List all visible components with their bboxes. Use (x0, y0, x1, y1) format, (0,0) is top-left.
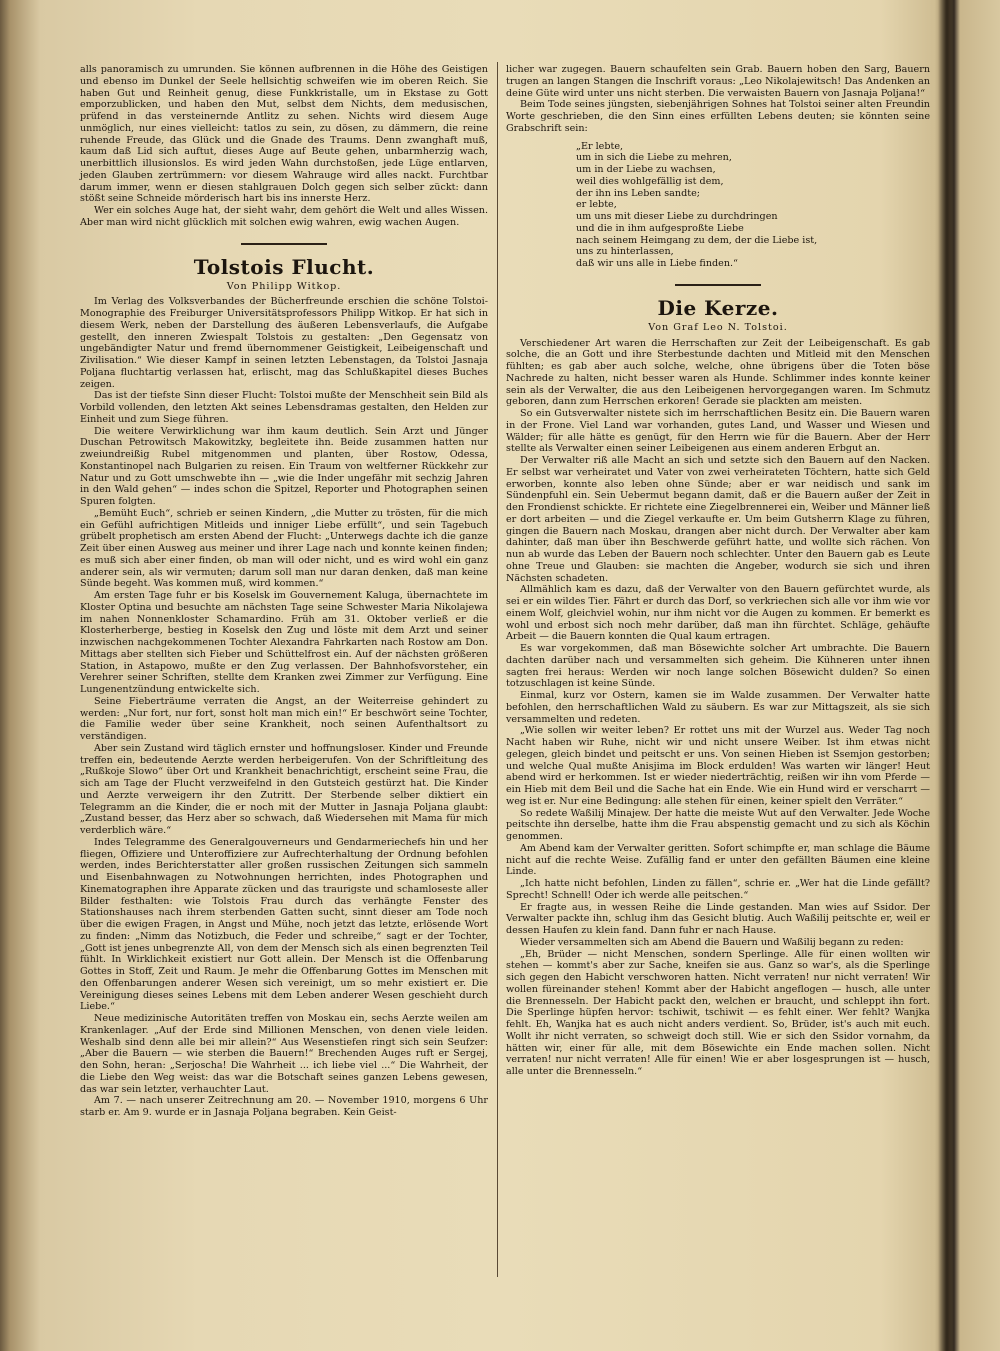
article-byline: Von Philipp Witkop. (226, 280, 342, 292)
article-byline: Von Graf Leo N. Tolstoi. (648, 321, 788, 333)
poem-line: „Er lebte, (576, 140, 624, 152)
facing-page-fragment (958, 64, 1000, 1294)
poem-line: weil dies wohlgefällig ist dem, (576, 175, 724, 187)
poem-line: und die in ihm aufgesproßte Liebe (576, 222, 744, 234)
poem-line: er lebte, (576, 199, 617, 211)
article-paragraph: „Ich hatte nicht befohlen, Linden zu fällen“, schrie er. „Wer hat die Linde gefällt? Sprecht! Schnell! Oder ich werde alle peitschen.“ (506, 878, 930, 901)
article-paragraph: So ein Gutsverwalter nistete sich im herrschaftlichen Besitz ein. Die Bauern waren in der Frone. Viel Land war vorhanden, gutes Land, und Wasser und Wiesen und Wälder; für alle hätte es genügt, für den Herrn wie für die Bauern. Aber der Herr stellte als Verwalter einen seiner Leibeigenen aus einem anderen Erbgut an. (506, 408, 930, 455)
section-separator (675, 284, 761, 286)
article-paragraph: „Eh, Brüder — nicht Menschen, sondern Sperlinge. Alle für einen wollten wir stehen — kommt's aber zur Sache, kneifen sie aus. Ganz so war's, als die Sperlinge sich gegen den Habicht verschworen hatten. Nicht verraten! nur nicht verraten! Wir wollen füreinander stehen! Kommt aber der Habicht angeflogen — husch, alle unter die Brennesseln. Der Habicht packt den, welchen er braucht, und schleppt ihn fort. Die Sperlinge hüpfen hervor: tschiwit, tschiwit — es fehlt einer. Wer fehlt? Wanjka fehlt. Eh, Wanjka hat es auch nicht anders verdient. So, Brüder, ist's auch mit euch. Wollt ihr nicht verraten, so schweigt doch still. Wie er sich den Ssidor vornahm, da hätten wir, einer für alle, mit dem Bösewichte ein Ende machen sollen. Nicht verraten! nur nicht verraten! Alle für einen! Wie er aber losgesprungen ist — husch, alle unter die Brennesseln.“ (506, 948, 930, 1077)
poem-line: um in sich die Liebe zu mehren, (576, 152, 732, 164)
article-paragraph: Indes Telegramme des Generalgouverneurs und Gendarmeriechefs hin und her fliegen, Offiziere und Unteroffiziere zur Aufrechterhaltung der Ordnung befohlen werden, indes Berichterstatter aller großen russischen Zeitungen sich sammeln und Eisenbahnwagen zu Notwohnungen herrichten, indes Photographen und Kinematographen ihre Apparate zücken und das traurigste und schamloseste aller Bilder festhalten: wie Tolstois Frau durch das verhängte Fenster des Stationshauses nach ihrem sterbenden Gatten sucht, sinnt dieser am Tode noch über die ewigen Fragen, in Angst und Mühe, noch jetzt das letzte, erlösende Wort zu finden: „Nimm das Notizbuch, die Feder und schreibe,“ sagt er der Tochter, „Gott ist jenes unbegrenzte All, von dem der Mensch sich als einen begrenzten Teil fühlt. In Wirklichkeit existiert nur Gott allein. Der Mensch ist die Offenbarung Gottes in Stoff, Zeit und Raum. Je mehr die Offenbarung Gottes im Menschen mit den Offenbarungen anderer Wesen sich vereinigt, um so mehr existiert er. Die Vereinigung dieses seines Lebens mit dem Leben anderer Wesen geschieht durch Liebe.“ (80, 836, 488, 1013)
article-continuation-paragraph: Wer ein solches Auge hat, der sieht wahr, dem gehört die Welt und alles Wissen. Aber man wird nicht glücklich mit solchen ewig wahren, ewig wachen Augen. (80, 205, 488, 228)
article-paragraph: Am ersten Tage fuhr er bis Koselsk im Gouvernement Kaluga, übernachtete im Kloster Optina und besuchte am nächsten Tage seine Schwester Maria Nikolajewa im nahen Nonnenkloster Schamardino. Früh am 31. Oktober verließ er die Klosterherberge, bestieg in Koselsk den Zug und löste mit dem Arzt und seiner inzwischen nachgekommenen Tochter Alexandra Fahrkarten nach Rostow am Don. Mittags aber stellten sich Fieber und Schüttelfrost ein. Auf der nächsten größeren Station, in Astapowo, mußte er den Zug verlassen. Der Bahnhofsvorsteher, ein Verehrer seiner Schriften, stellte dem Kranken zwei Zimmer zur Verfügung. Eine Lungenentzündung entwickelte sich. (80, 590, 488, 695)
article-paragraph: Wieder versammelten sich am Abend die Bauern und Waßilij begann zu reden: (520, 936, 904, 948)
article-paragraph: „Wie sollen wir weiter leben? Er rottet uns mit der Wurzel aus. Weder Tag noch Nacht haben wir Ruhe, nicht wir und nicht unsere Weiber. Ist ihm etwas nicht gelegen, gleich bindet und peitscht er uns. Von seinen Hieben ist Ssemjon gestorben; und welche Qual mußte Anisjima im Block erdulden! Was warten wir länger! Heut abend wird er herkommen. Ist er wieder niederträchtig, reißen wir ihn vom Pferde — ein Hieb mit dem Beil und die Sache hat ein Ende. Wie ein Hund wird er verscharrt — weg ist er. Nur eine Bedingung: alle stehen für einen, keiner spielt den Verräter.“ (506, 725, 930, 807)
article-paragraph: Verschiedener Art waren die Herrschaften zur Zeit der Leibeigenschaft. Es gab solche, die an Gott und ihre Sterbestunde dachten und Mitleid mit den Menschen fühlten; es gab aber auch solche, welche, ohne übrigens über die Toten böse Nachrede zu halten, nicht besser waren als Hunde. Schlimmer indes konnte keiner sein als der Verwalter, die aus den Leibeigenen hervorgegangen waren. Im Schmutz geboren, dann zum Herrschen erkoren! Gerade sie plackten am meisten. (506, 337, 930, 408)
article-continuation-paragraph: alls panoramisch zu umrunden. Sie können aufbrennen in die Höhe des Geistigen und ebenso im Dunkel der Seele hellsichtig schweifen wie im oberen Reich. Sie haben Gut und Reinheit genug, diese Funkkristalle, um in Ekstase zu Gott emporzublicken, und haben den Mut, selbst dem Nichts, dem medusischen, prüfend in das versteinernde Antlitz zu sehen. Nichts wird diesem Auge unmöglich, nur eines vielleicht: tatlos zu sein, zu dösen, zu dämmern, die reine ruhende Freude, das Glück und die Gnade des Traums. Denn zwanghaft muß, kaum daß Lid sich auftut, dieses Auge auf Beute gehen, unbarmherzig wach, unerbittlich illusionslos. Es wird jeden Wahn durchstoßen, jede Lüge entlarven, jeden Glauben zertrümmern: vor diesem Wahrauge wird alles nackt. Furchtbar darum immer, wenn er diesen stahlgrauen Dolch gegen sich selber zückt: dann stößt seine Schneide mörderisch hart bis ins innerste Herz. (80, 64, 488, 205)
poem-line: der ihn ins Leben sandte; (576, 187, 700, 199)
article-paragraph: So redete Waßilij Minajew. Der hatte die meiste Wut auf den Verwalter. Jede Woche peitschte ihn derselbe, hatte ihm die Frau abspenstig gemacht und zu sich als Köchin genommen. (506, 807, 930, 842)
article-title-tolstois-flucht: Tolstois Flucht. (193, 254, 375, 279)
article-paragraph: Das ist der tiefste Sinn dieser Flucht: Tolstoi mußte der Menschheit sein Bild als Vorbild vollenden, den letzten Akt seines Lebensdramas gestalten, den Helden zur Einheit und zum Siege führen. (80, 390, 488, 425)
article-continuation-paragraph: licher war zugegen. Bauern schaufelten sein Grab. Bauern hoben den Sarg, Bauern trugen an langen Stangen die Inschrift voraus: „Leo Nikolajewitsch! Das Andenken an deine Güte wird unter uns nicht sterben. Die verwaisten Bauern von Jasnaja Poljana!“ (506, 64, 930, 99)
article-paragraph: Die weitere Verwirklichung war ihm kaum deutlich. Sein Arzt und Jünger Duschan Petrowitsch Makowitzky, begleitete ihn. Beide zusammen hatten nur zweiundreißig Rubel mitgenommen und planten, über Rostow, Odessa, Konstantinopel nach Bulgarien zu reisen. Ein Traum von weltferner Rückkehr zur Natur und zu Gott umschwebte ihn — „wie die Inder ungefähr mit sechzig Jahren in den Wald gehen“ — indes schon die Spitzel, Reporter und Photographen seinen Spuren folgten. (80, 425, 488, 507)
section-separator (241, 243, 327, 245)
article-paragraph: Er fragte aus, in wessen Reihe die Linde gestanden. Man wies auf Ssidor. Der Verwalter packte ihn, schlug ihm das Gesicht blutig. Auch Waßilij peitschte er, weil er dessen Haufen zu klein fand. Dann fuhr er nach Hause. (506, 901, 930, 936)
article-title-die-kerze: Die Kerze. (657, 295, 779, 320)
middle-column (506, 64, 930, 1078)
epitaph-poem (576, 141, 930, 270)
article-paragraph: Allmählich kam es dazu, daß der Verwalter von den Bauern gefürchtet wurde, als sei er ein wildes Tier. Fährt er durch das Dorf, so verkriechen sich alle vor ihm wie vor einem Wolf, gleichviel wohin, nur ihm nicht vor die Augen zu kommen. Er bemerkt es wohl und erbost sich noch mehr darüber, daß man ihn fürchtet. Schläge, gehäufte Arbeit — die Bauern konnten die Qual kaum ertragen. (506, 584, 930, 643)
article-paragraph: Beim Tode seines jüngsten, siebenjährigen Sohnes hat Tolstoi seiner alten Freundin Worte geschrieben, die den Sinn eines erfüllten Lebens deuten; sie könnten seine Grabschrift sein: (506, 99, 930, 134)
left-column (80, 64, 488, 1119)
article-paragraph: Einmal, kurz vor Ostern, kamen sie im Walde zusammen. Der Verwalter hatte befohlen, den herrschaftlichen Wald zu säubern. Es war zur Mittagszeit, als sie sich versammelten und redeten. (506, 690, 930, 725)
article-paragraph: Aber sein Zustand wird täglich ernster und hoffnungsloser. Kinder und Freunde treffen ein, bedeutende Aerzte werden herbeigerufen. Von der Schriftleitung des „Rußkoje Slowo“ über Ort und Krankheit benachrichtigt, erscheint seine Frau, die sich am Tage der Flucht verzweifelnd in den Gutsteich gestürzt hat. Die Kinder und Aerzte verweigern ihr den Zutritt. Der Sterbende selber diktiert ein Telegramm an die Kinder, die er noch mit der Mutter in Jasnaja Poljana glaubt: „Zustand besser, das Herz aber so schwach, daß Wiedersehen mit Mama für mich verderblich wäre.“ (80, 742, 488, 836)
article-paragraph: Am Abend kam der Verwalter geritten. Sofort schimpfte er, man schlage die Bäume nicht auf die rechte Weise. Zufällig fand er unter den gefällten Bäumen eine kleine Linde. (506, 842, 930, 878)
poem-line: daß wir uns alle in Liebe finden.“ (576, 258, 738, 269)
poem-line: um uns mit dieser Liebe zu durchdringen (576, 211, 778, 222)
article-paragraph: Am 7. — nach unserer Zeitrechnung am 20. — November 1910, morgens 6 Uhr starb er. Am 9. wurde er in Jasnaja Poljana begraben. Kein Geist- (80, 1095, 488, 1118)
book-spine-gutter (938, 0, 956, 1351)
poem-line: nach seinem Heimgang zu dem, der die Liebe ist, (576, 234, 818, 246)
article-paragraph: Seine Fieberträume verraten die Angst, an der Weiterreise gehindert zu werden: „Nur fort, nur fort, sonst holt man mich ein!“ Er beschwört seine Tochter, die Familie weder über seine Krankheit, noch seinen Aufenthaltsort zu verständigen. (80, 695, 488, 742)
article-paragraph: „Bemüht Euch“, schrieb er seinen Kindern, „die Mutter zu trösten, für die mich ein Gefühl aufrichtigen Mitleids und inniger Liebe erfüllt“, und sein Tagebuch grübelt prophetisch am ersten Abend der Flucht: „Unterwegs dachte ich die ganze Zeit über einen Ausweg aus meiner und ihrer Lage nach und konnte keinen finden; es muß sich aber einer finden, ob man will oder nicht, und es wird wohl ein ganz anderer sein, als wir vermuten; darum soll man nur daran denken, daß man keine Sünde begeht. Was kommen muß, wird kommen.“ (80, 507, 488, 590)
poem-line: um in der Liebe zu wachsen, (576, 164, 716, 175)
article-paragraph: Der Verwalter riß alle Macht an sich und setzte sich den Bauern auf den Nacken. Er selbst war verheiratet und Vater von zwei verheirateten Töchtern, hatte sich Geld erworben, konnte also leben ohne Sünde; aber er war neidisch und sank im Sündenpfuhl ein. Sein Uebermut begann damit, daß er die Bauern außer der Zeit in den Frondienst schickte. Er richtete eine Ziegelbrennerei ein, Weiber und Männer ließ er dort arbeiten — und die Ziegel verkaufte er. Um beim Gutsherrn Klage zu führen, gingen die Bauern nach Moskau, drangen aber nicht durch. Der Verwalter aber kam dahinter, daß man über ihn Beschwerde geführt hatte, und wollte sich rächen. Von nun ab wurde das Leben der Bauern noch schlechter. Unter den Bauern gab es Leute ohne Treue und Glauben: sie machten die Angeber, wodurch sie sich und ihren Nächsten schadeten. (506, 455, 930, 584)
poem-line: uns zu hinterlassen, (576, 246, 674, 258)
article-paragraph: Es war vorgekommen, daß man Bösewichte solcher Art umbrachte. Die Bauern dachten darüber nach und versammelten sich geheim. Die Kühneren unter ihnen sagten frei heraus: Werden wir noch lange solchen Bösewicht dulden? So einen totzuschlagen ist keine Sünde. (506, 643, 930, 690)
column-divider (497, 62, 498, 1277)
article-paragraph: Im Verlag des Volksverbandes der Bücherfreunde erschien die schöne Tolstoi-Monographie des Freiburger Universitätsprofessors Philipp Witkop. Er hat sich in diesem Werk, neben der Darstellung des äußeren Lebensverlaufs, die Aufgabe gestellt, den inneren Zwiespalt Tolstois zu gestalten: „Den Gegensatz von ungebändigter Natur und fremd übernommener Geistigkeit, Leibeigenschaft und Zivilisation.“ Wie dieser Kampf in seinen letzten Lebenstagen, da Tolstoi Jasnaja Poljana fluchtartig verlassen hat, erlischt, mag das Schlußkapitel dieses Buches zeigen. (80, 296, 488, 390)
article-paragraph: Neue medizinische Autoritäten treffen von Moskau ein, sechs Aerzte weilen am Krankenlager. „Auf der Erde sind Millionen Menschen, von denen viele leiden. Weshalb sind denn alle bei mir allein?“ Aus Wesenstiefen ringt sich sein Seufzer: „Aber die Bauern — wie sterben die Bauern!“ Brechenden Auges ruft er Sergej, den Sohn, heran: „Serjoscha! Die Wahrheit ... ich liebe viel ...“ Die Wahrheit, der die Liebe den Weg weist: das war die Botschaft seines ganzen Lebens gewesen, das war sein letzter, verhauchter Laut. (80, 1013, 488, 1095)
